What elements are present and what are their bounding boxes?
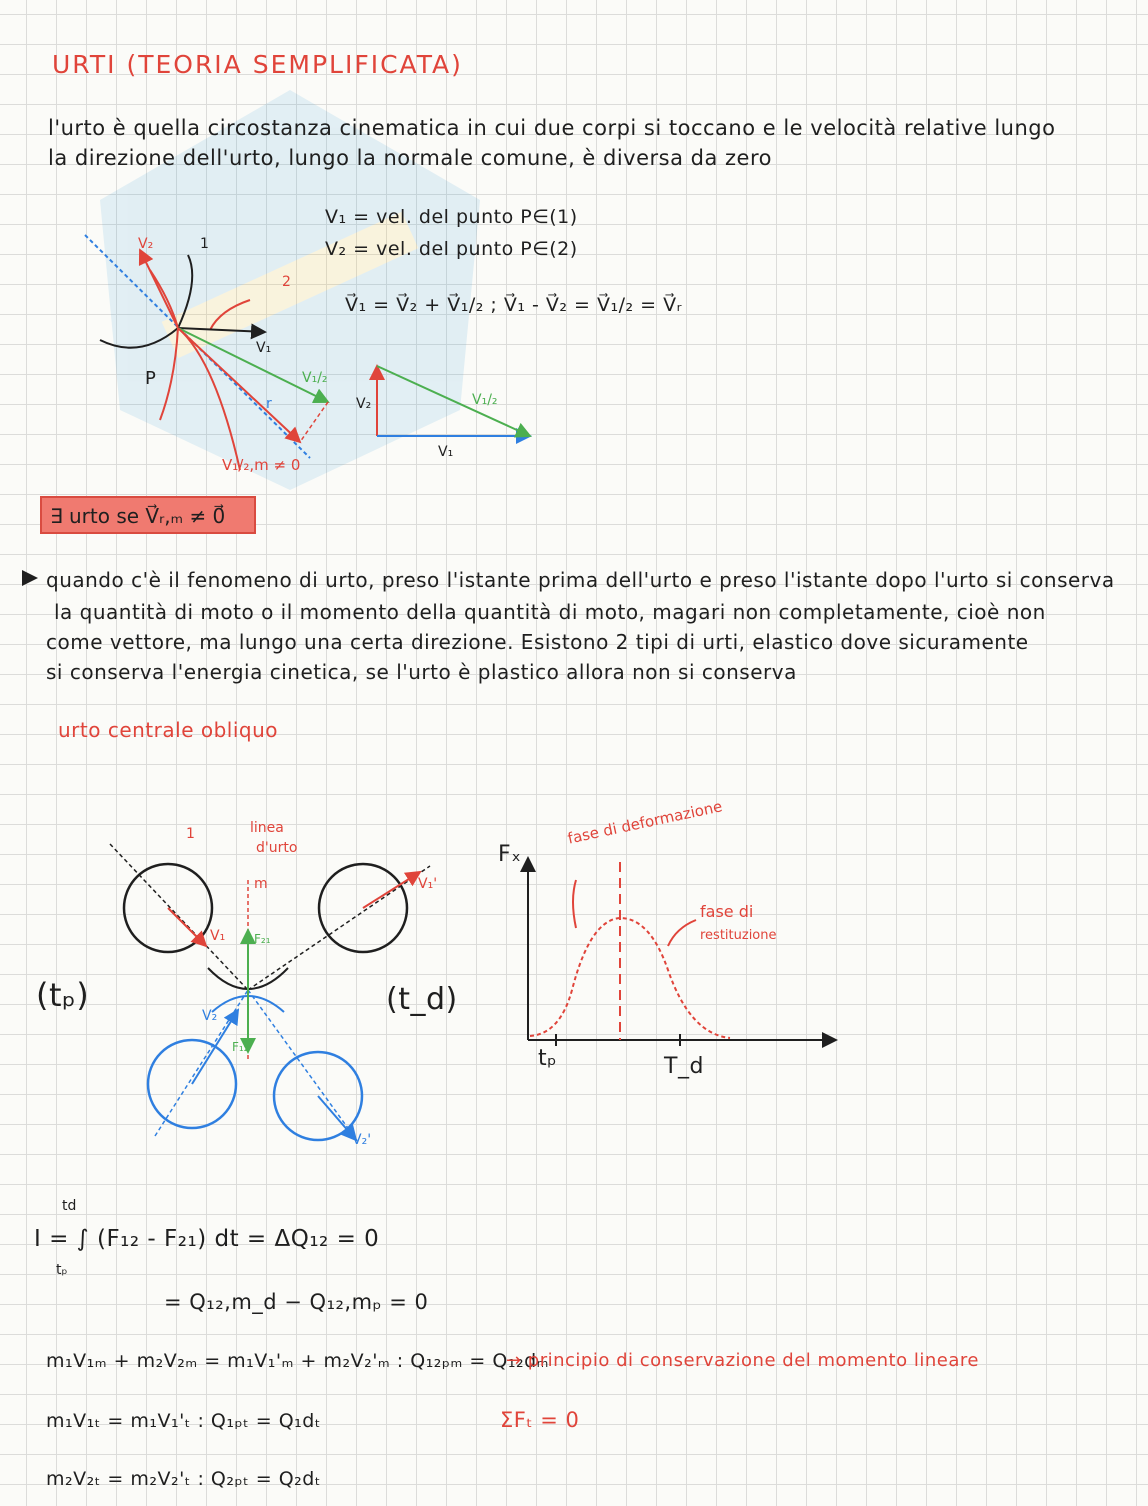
intro-line-2: la direzione dell'urto, lungo la normale comune, è diversa da zero	[48, 146, 772, 170]
fig2-label-1: 1	[186, 826, 195, 842]
integral-lower-limit: tₚ	[56, 1262, 68, 1278]
collision-condition-text: ∃ urto se V⃗ᵣ,ₘ ≠ 0⃗	[50, 504, 226, 528]
fig2-label-td: (t_d)	[386, 982, 458, 1017]
bullet-line-2: la quantità di moto o il momento della quantità di moto, magari non completamente, cioè non	[54, 600, 1046, 624]
tangential-force-sum: ΣFₜ = 0	[500, 1408, 580, 1432]
page-title: URTI (TEORIA SEMPLIFICATA)	[52, 50, 463, 79]
triangle-label-v12: V₁/₂	[472, 392, 498, 408]
graph-label-rest-1: fase di	[700, 902, 754, 921]
fig2-label-v2p: V₂'	[352, 1132, 372, 1148]
fig1-label-2: 2	[282, 274, 291, 290]
fig2-label-v1p: V₁'	[418, 876, 438, 892]
fig1-label-r: r	[266, 396, 272, 412]
deform-bracket	[573, 880, 576, 928]
bullet-line-4: si conserva l'energia cinetica, se l'urto è plastico allora non si conserva	[46, 660, 797, 684]
fig1-label-1: 1	[200, 236, 209, 252]
fig2-label-f12: F₁₂	[232, 1040, 249, 1054]
bullet-line-1: quando c'è il fenomeno di urto, preso l'istante prima dell'urto e preso l'istante dopo l'urto si conserva	[46, 568, 1115, 592]
intro-line-1: l'urto è quella circostanza cinematica in cui due corpi si toccano e le velocità relative lungo	[48, 116, 1056, 140]
fig1-label-p: P	[145, 368, 156, 389]
tangential-momentum-2: m₂V₂ₜ = m₂V₂'ₜ : Q₂ₚₜ = Q₂dₜ	[46, 1468, 321, 1490]
tangential-momentum-1: m₁V₁ₜ = m₁V₁'ₜ : Q₁ₚₜ = Q₁dₜ	[46, 1410, 321, 1432]
rest-bracket	[668, 920, 696, 946]
normal-momentum-equation: m₁V₁ₘ + m₂V₂ₘ = m₁V₁'ₘ + m₂V₂'ₘ : Q₁₂ₚₘ = Q₁₂dₘ	[46, 1350, 549, 1372]
section-subtitle: urto centrale obliquo	[58, 718, 279, 742]
conservation-principle-note: → principio di conservazione del momento lineare	[506, 1350, 979, 1371]
triangle-label-v2: V₂	[356, 396, 372, 412]
graph-label-rest-2: restituzione	[700, 928, 777, 943]
integral-upper-limit: td	[62, 1198, 77, 1214]
relative-velocity-formula: V⃗₁ = V⃗₂ + V⃗₁/₂ ; V⃗₁ - V⃗₂ = V⃗₁/₂ = V⃗ᵣ	[345, 294, 683, 316]
fig1-label-v1: V₁	[256, 340, 272, 356]
fig2-label-durto: d'urto	[256, 840, 298, 856]
impulse-equation: I = ∫ (F₁₂ - F₂₁) dt = ΔQ₁₂ = 0	[34, 1226, 380, 1252]
fig2-label-v1: V₁	[210, 928, 226, 944]
triangle-label-v1: V₁	[438, 444, 454, 460]
fig1-label-v12: V₁/₂	[302, 370, 328, 386]
momentum-difference-equation: = Q₁₂,m_d − Q₁₂,mₚ = 0	[164, 1290, 429, 1314]
fig2-label-tp: (tₚ)	[36, 976, 90, 1014]
graph-label-fx: Fₓ	[498, 842, 522, 867]
bullet-line-3: come vettore, ma lungo una certa direzione. Esistono 2 tipi di urti, elastico dove sicuramente	[46, 630, 1029, 654]
fig1-label-v12n: V₁/₂,m ≠ 0	[222, 456, 301, 474]
fig2-label-m: m	[254, 876, 268, 892]
fig1-label-v2: V₂	[138, 236, 154, 252]
fig2-label-f21: F₂₁	[254, 932, 271, 946]
graph-label-td: T_d	[664, 1054, 704, 1079]
fig2-label-v2: V₂	[202, 1008, 218, 1024]
def-v1: V₁ = vel. del punto P∈(1)	[325, 206, 578, 228]
fig2-label-linea: linea	[250, 820, 284, 836]
graph-label-deformation: fase di deformazione	[566, 797, 724, 848]
def-v2: V₂ = vel. del punto P∈(2)	[325, 238, 578, 260]
graph-label-tp: tₚ	[538, 1046, 558, 1071]
